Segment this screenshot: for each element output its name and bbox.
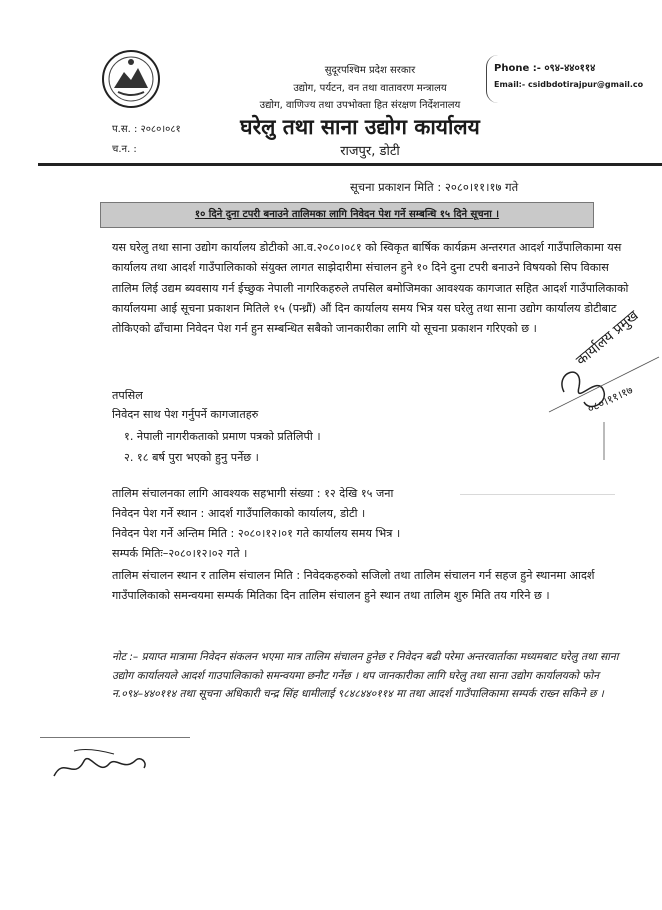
stamp-date: ०८०।११।१७ [585, 383, 635, 416]
header-divider [38, 163, 662, 166]
header-province: सुदूरपश्चिम प्रदेश सरकार [324, 65, 416, 76]
faint-line [460, 494, 615, 495]
stamp-title: कार्यालय प्रमुख [573, 307, 642, 369]
training-venue-paragraph: तालिम संचालन स्थान र तालिम संचालन मिति : निवेदकहरुको सजिलो तथा तालिम संचालन गर्न सहज हुने स्थानमा आदर्श गाउँपालिकाको समन्वयमा सम्पर्क मितिका दिन तालिम संचालन हुने स्थान तथा तालिम शुरु मिति तय गरिने छ । [112, 569, 595, 603]
info-deadline: निवेदन पेश गर्ने अन्तिम मिति : २०८०।१२।०१ गते कार्यालय समय भित्र । [112, 527, 401, 540]
office-location: राजपुर, डोटी [340, 144, 400, 159]
signature-rule [40, 737, 190, 738]
notice-paragraph: यस घरेलु तथा साना उद्योग कार्यालय डोटीको आ.व.२०८०।०८१ को स्विकृत बार्षिक कार्यक्रम अन्तरगत आदर्श गाउँपालिकामा यस कार्यालय तथा आदर्श गाउँपालिकाको संयुक्त लागत साझेदारीमा संचालन हुने १० दिने दुना टपरी बनाउने विषयको सिप विकास तालिम लिई उद्यम ब्यवसाय गर्न ईच्छुक नेपाली नागरिकहरुले तपसिल बमोजिमका आवश्यक कागजात सहित आदर्श गाउँपालिकाको कार्यालयमा आई सूचना प्रकाशन मितिले १५ (पन्ध्रौं) औं दिन कार्यालय समय भित्र यस घरेलु तथा साना उद्योग कार्यालय डोटीबाट तोकिएको ढाँचामा निवेदन पेश गर्न हुन सम्बन्धित सबैको जानकारीका लागि यो सूचना प्रकाशन गरिएको छ । [112, 241, 629, 336]
tapasil-heading: तपसिल [112, 389, 143, 402]
header-ministry: उद्योग, पर्यटन, वन तथा वातावरण मन्त्रालय [293, 83, 447, 94]
reference-number: प.स. : २०८०।०८१ [112, 124, 181, 135]
document-item-age: २. १८ बर्ष पुरा भएको हुनु पर्नेछ । [124, 451, 259, 464]
dispatch-number: च.न. : [112, 144, 137, 155]
document-item-citizenship: १. नेपाली नागरीकताको प्रमाण पत्रको प्रतिलिपी । [124, 430, 321, 443]
info-contact-date: सम्पर्क मितिः–२०८०।१२।०२ गते । [112, 547, 248, 560]
info-participants: तालिम संचालनका लागि आवश्यक सहभागी संख्या : १२ देखि १५ जना [112, 487, 394, 500]
notice-title: १० दिने दुना टपरी बनाउने तालिमका लागि निवेदन पेश गर्ने सम्बन्धि १५ दिने सूचना । [194, 209, 500, 220]
note-paragraph: नोट :– प्रयाप्त मात्रामा निवेदन संकलन भएमा मात्र तालिम संचालन हुनेछ र निवेदन बढी परेमा अन्तरवार्ताका मध्यमबाट घरेलु तथा साना उद्योग कार्यालयले आदर्श गाउपालिकाको समन्वयमा छनौट गर्नेछ । थप जानकारीका लागि घरेलु तथा साना उद्योग कार्यालयको फोन न.०९४–४४०११४ तथा सूचना अधिकारी चन्द्र सिंह धामीलाई ९८४८४४०११४ मा तथा आदर्श गाउँपालिकामा सम्पर्क राख्न सकिने छ । [112, 651, 619, 701]
phone-number: Phone :- ०९४-४४०११४ [494, 63, 596, 74]
header-directorate: उद्योग, वाणिज्य तथा उपभोक्ता हित संरक्षण निर्देशनालय [259, 100, 461, 111]
publication-date: सूचना प्रकाशन मिति : २०८०।११।१७ गते [350, 180, 519, 194]
info-application-place: निवेदन पेश गर्ने स्थान : आदर्श गाउँपालिकाको कार्यालय, डोटी । [112, 507, 366, 520]
documents-heading: निवेदन साथ पेश गर्नुपर्ने कागजातहरु [112, 408, 259, 421]
email-address: Email:- csidbdotirajpur@gmail.co [494, 80, 644, 89]
office-name: घरेलु तथा साना उद्योग कार्यालय [240, 115, 480, 139]
government-emblem-icon [100, 48, 162, 110]
signature [44, 746, 154, 786]
